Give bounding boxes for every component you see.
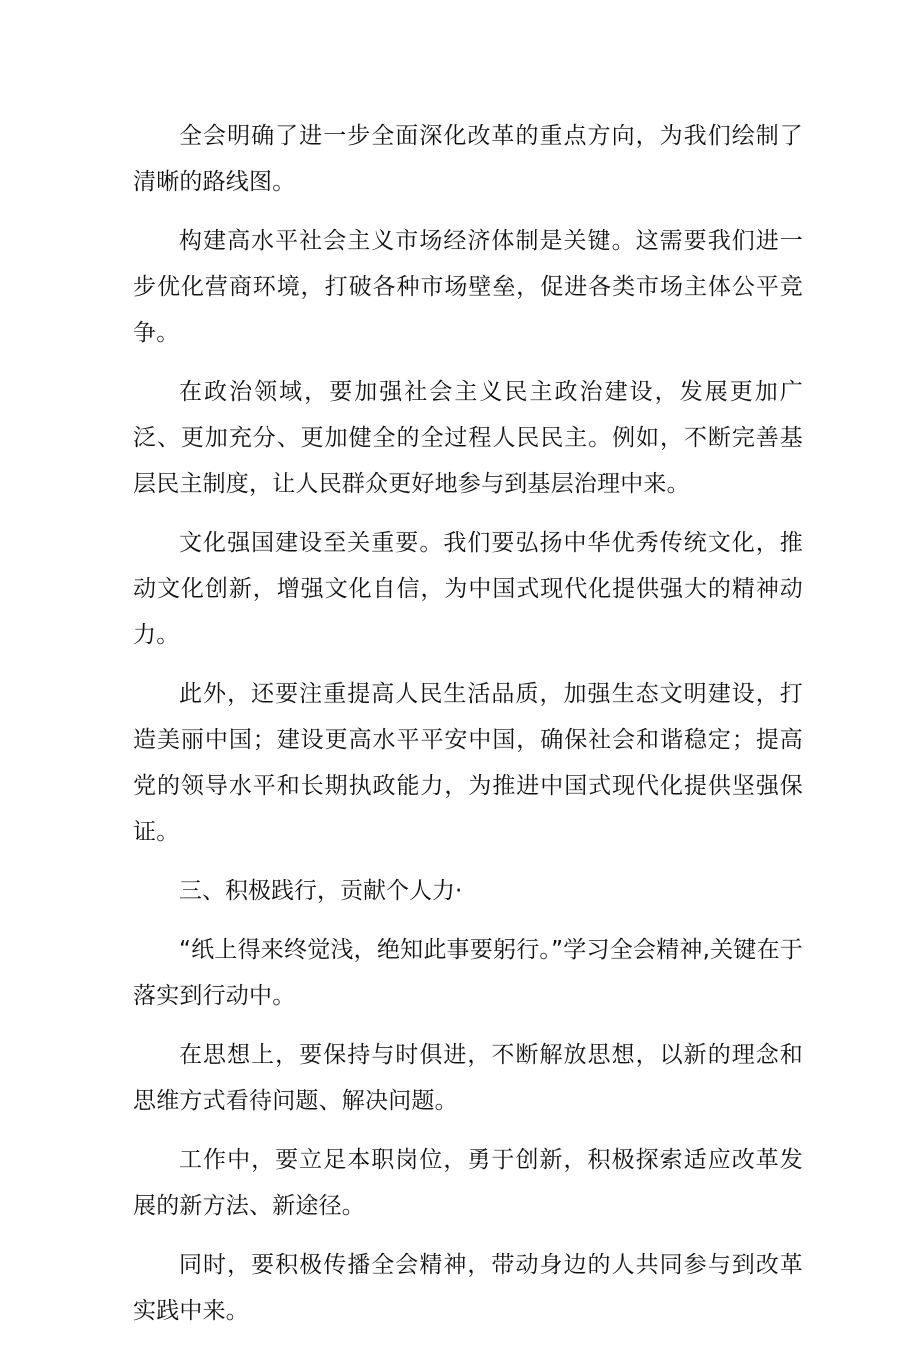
paragraph: 在政治领域，要加强社会主义民主政治建设，发展更加广泛、更加充分、更加健全的全过程人民民主。例如，不断完善基层民主制度，让人民群众更好地参与到基层治理中来。: [133, 379, 803, 497]
paragraph: 文化强国建设至关重要。我们要弘扬中华优秀传统文化，推动文化创新，增强文化自信，为中国式现代化提供强大的精神动力。: [133, 530, 803, 648]
paragraph: 同时，要积极传播全会精神，带动身边的人共同参与到改革实践中来。: [133, 1252, 803, 1324]
paragraph: 构建高水平社会主义市场经济体制是关键。这需要我们进一步优化营商环境，打破各种市场壁垒，促进各类市场主体公平竞争。: [133, 228, 803, 346]
paragraph: 在思想上，要保持与时俱进，不断解放思想，以新的理念和思维方式看待问题、解决问题。: [133, 1042, 803, 1114]
paragraph: 工作中，要立足本职岗位，勇于创新，积极探索适应改革发展的新方法、新途径。: [133, 1147, 803, 1219]
paragraph: 全会明确了进一步全面深化改革的重点方向，为我们绘制了清晰的路线图。: [133, 123, 803, 195]
section-heading: 三、积极践行，贡献个人力·: [179, 878, 463, 904]
document-body: [133, 113, 803, 1347]
paragraph: “纸上得来终觉浅，绝知此事要躬行。”学习全会精神,关键在于落实到行动中。: [133, 937, 803, 1009]
paragraph: 此外，还要注重提高人民生活品质，加强生态文明建设，打造美丽中国；建设更高水平平安中国，确保社会和谐稳定；提高党的领导水平和长期执政能力，为推进中国式现代化提供坚强保证。: [133, 681, 803, 845]
